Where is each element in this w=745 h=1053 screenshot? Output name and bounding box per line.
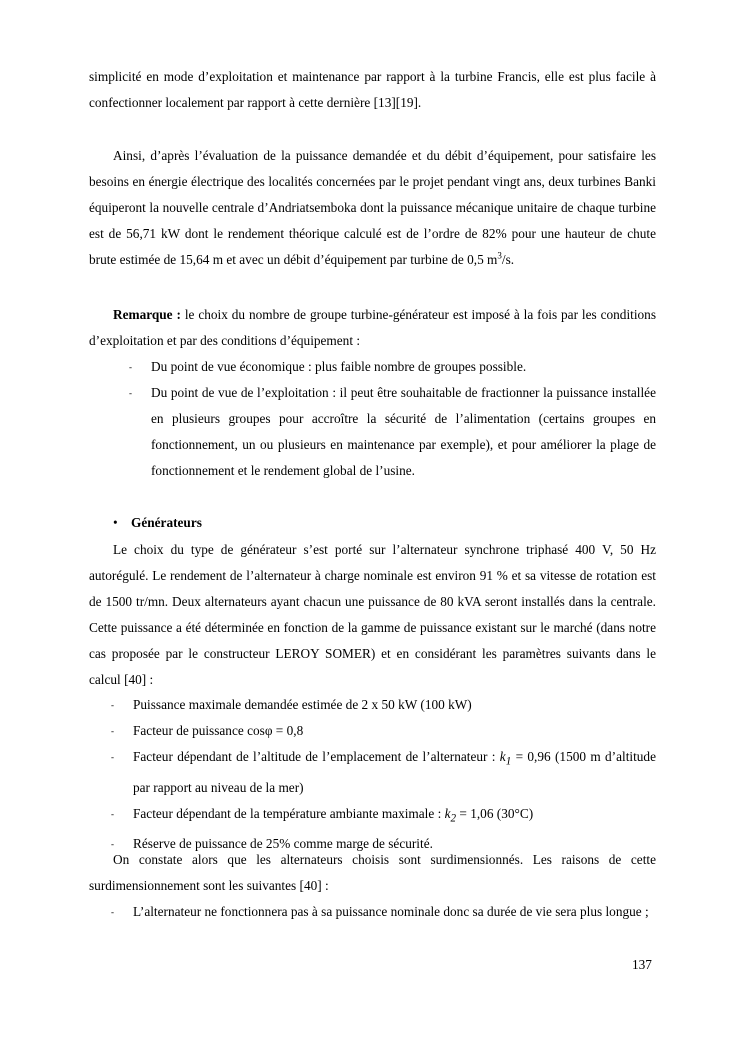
dash-bullet-icon: - [129, 362, 132, 372]
remarque-list [0, 354, 745, 484]
list-item-text: Facteur de puissance cosφ = 0,8 [133, 723, 304, 738]
dash-bullet-icon: - [111, 700, 114, 710]
list-item [111, 899, 656, 925]
remarque-label: Remarque : [113, 307, 181, 322]
reasons-list [0, 899, 745, 925]
paragraph-generator-choice: Le choix du type de générateur s’est porté sur l’alternateur synchrone triphasé 400 V, 50 Hz autorégulé. Le rendement de l’alternateur à charge nominale est environ 91 % et sa vitesse de rotation est de 1500 tr/mn. Deux alternateurs ayant chacun une puissance de 80 kVA seront installés dans la centrale. Cette puissance a été déterminée en fonction de la gamme de puissance existant sur le marché (dans notre cas proposée par le constructeur LEROY SOMER) et en considérant les paramètres suivants dans le calcul [40] : [89, 542, 656, 687]
list-item-text: L’alternateur ne fonctionnera pas à sa puissance nominale donc sa durée de vie sera plus longue ; [133, 904, 649, 919]
remarque-text: le choix du nombre de groupe turbine-générateur est imposé à la fois par les conditions d’exploitation et par des conditions d’équipement : [89, 307, 656, 348]
list-item [111, 718, 656, 744]
section-heading-generateurs [113, 510, 202, 536]
paragraph-turbine-choice [89, 143, 656, 273]
list-item [111, 801, 656, 832]
list-item-text: Du point de vue économique : plus faible nombre de groupes possible. [151, 359, 527, 374]
list-item-text: Du point de vue de l’exploitation : il peut être souhaitable de fractionner la puissance installée en plusieurs groupes pour accroître la sécurité de l’alimentation (certains groupes en fonctionnement, un ou plusieurs en maintenance par exemple), et pour améliorer la plage de fonctionnement et le rendement global de l’usine. [151, 385, 656, 478]
list-item [129, 380, 656, 484]
list-item [129, 354, 656, 380]
paragraph-remarque [89, 302, 656, 354]
dash-bullet-icon: - [111, 808, 114, 819]
variable-k: k [499, 749, 506, 764]
subscript-index: 1 [505, 755, 512, 768]
dash-bullet-icon: - [111, 752, 114, 762]
list-item [111, 692, 656, 718]
dash-bullet-icon: - [111, 839, 114, 850]
round-bullet-icon: • [113, 515, 118, 530]
dash-bullet-icon: - [129, 388, 132, 398]
subscript-index: 2 [450, 812, 457, 825]
heading-text: Générateurs [131, 515, 202, 530]
variable-k: k [444, 805, 451, 821]
superscript-exponent: 3 [497, 250, 502, 261]
paragraph-text-end: /s. [501, 252, 515, 267]
list-item-text: Facteur dépendant de l’altitude de l’emplacement de l’alternateur : [133, 749, 500, 764]
paragraph-turbine-comparison: simplicité en mode d’exploitation et maintenance par rapport à la turbine Francis, elle est plus facile à confectionner localement par rapport à cette dernière [13][19]. [89, 69, 656, 110]
list-item-text: Puissance maximale demandée estimée de 2 x 50 kW (100 kW) [133, 697, 472, 712]
paragraph-text: Ainsi, d’après l’évaluation de la puissance demandée et du débit d’équipement, pour satisfaire les besoins en énergie électrique des localités concernées par le projet pendant vingt ans, deux turbines Banki équiperont la nouvelle centrale d’Andriatsemboka dont la puissance mécanique unitaire de chaque turbine est de 56,71 kW dont le rendement théorique calculé est de l’ordre de 82% pour une hauteur de chute brute estimée de 15,64 m et avec un débit d’équipement par turbine de 0,5 m [89, 148, 656, 267]
page-number: 137 [632, 957, 652, 972]
dash-bullet-icon: - [111, 726, 114, 736]
list-item [111, 744, 656, 801]
list-item-text-end: = 1,06 (30°C) [456, 805, 534, 821]
list-item-text-end: = 0,96 (1500 m d’altitude par rapport au niveau de la mer) [133, 749, 656, 795]
list-item-text: Facteur dépendant de la température ambiante maximale : [133, 805, 445, 821]
paragraph-oversizing: On constate alors que les alternateurs choisis sont surdimensionnés. Les raisons de cette surdimensionnement sont les suivantes [40] : [89, 852, 656, 893]
parameters-list [0, 692, 745, 857]
dash-bullet-icon: - [111, 907, 114, 917]
list-item-text: Réserve de puissance de 25% comme marge de sécurité. [133, 836, 433, 852]
